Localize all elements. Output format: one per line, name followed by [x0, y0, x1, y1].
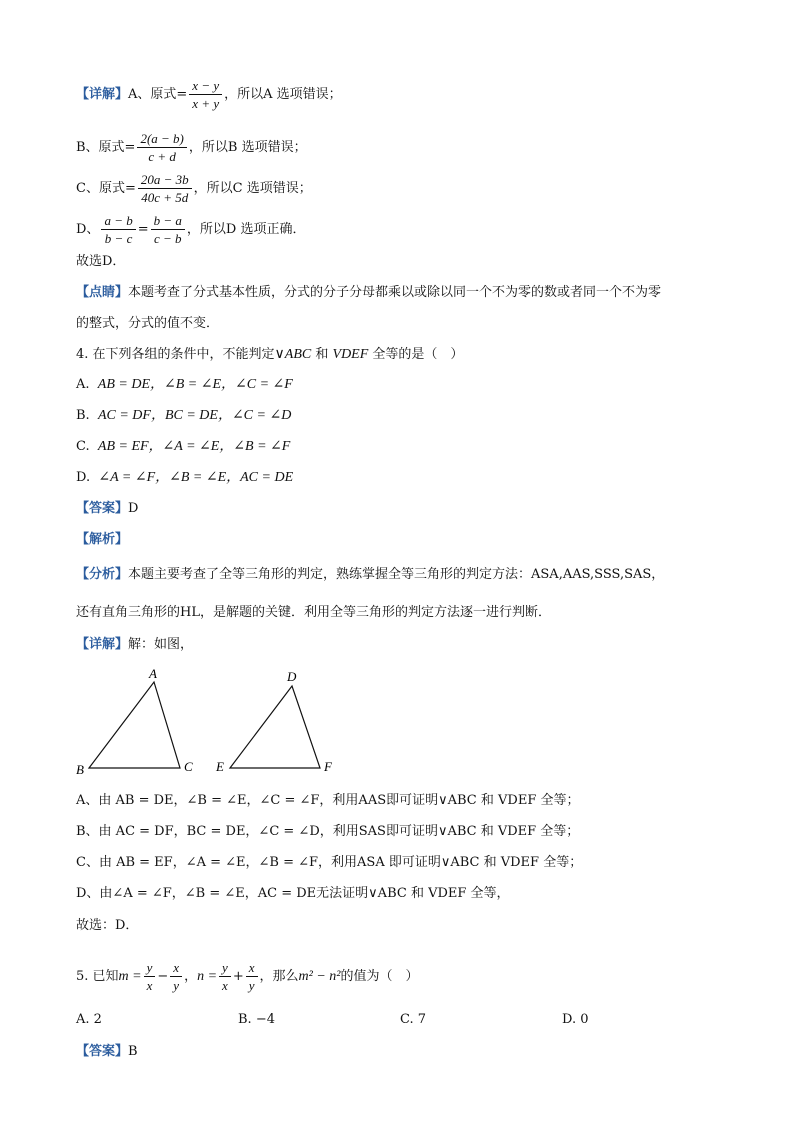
- fraction-numerator: b − a: [151, 213, 185, 230]
- fraction-numerator: a − b: [101, 213, 135, 230]
- q4-stem-suffix: 全等的是（ ）: [368, 347, 464, 362]
- comment-tag: 【点睛】: [76, 285, 129, 300]
- label-a: A: [149, 666, 157, 681]
- q5-option-c: C. 7: [400, 1012, 427, 1027]
- q5-frac1: [144, 960, 156, 993]
- q4-solution-d: D、由∠A = ∠F，∠B = ∠E，AC = DE无法证明∨ABC 和 VDEF 全等，: [76, 886, 510, 901]
- q4-option-a: [76, 376, 293, 394]
- q4-opt-a-label: A.: [76, 377, 90, 392]
- q5-option-d: D. 0: [562, 1012, 589, 1027]
- q4-solution-b: B、由 AC = DF，BC = DE，∠C = ∠D，利用SAS即可证明∨ABC 和 VDEF 全等；: [76, 824, 580, 839]
- q4-opt-d-label: D.: [76, 470, 91, 485]
- detail-tag: 【详解】: [76, 87, 129, 102]
- q4-and: 和: [311, 347, 333, 362]
- triangles-figure: [70, 664, 350, 784]
- q5-n-eq: n =: [197, 969, 218, 984]
- q5-suffix: 的值为（ ）: [340, 969, 419, 984]
- q5-plus: +: [232, 969, 244, 984]
- comment-text-2: 的整式，分式的值不变．: [76, 316, 220, 331]
- q5-m-eq: m =: [118, 969, 142, 984]
- detail-d-eq: =: [137, 222, 149, 237]
- q4-opt-d-text: ∠A = ∠F，∠B = ∠E，AC = DE: [98, 470, 294, 485]
- fraction-b: [137, 131, 186, 164]
- detail-a-line: [76, 78, 342, 111]
- detail-c-suffix: ，所以C 选项错误；: [193, 181, 312, 196]
- q4-analysis-line-1: [76, 566, 664, 584]
- q5-answer-tag: 【答案】: [76, 1044, 129, 1059]
- q4-answer-line: [76, 500, 138, 518]
- q5-stem: [76, 960, 419, 993]
- triangle-abc: [89, 682, 180, 768]
- fraction-numerator: x: [246, 960, 258, 977]
- detail-b-suffix: ，所以B 选项错误；: [188, 140, 307, 155]
- fraction-d2: [151, 213, 185, 246]
- fraction-numerator: 20a − 3b: [138, 172, 192, 189]
- q5-minus: −: [157, 969, 169, 984]
- q4-option-c: [76, 438, 290, 456]
- label-d: D: [287, 669, 297, 684]
- detail-b-prefix: B、原式=: [76, 140, 136, 155]
- q4-option-d: [76, 469, 293, 487]
- label-c: C: [184, 759, 193, 774]
- q5-prefix: 5. 已知: [76, 969, 119, 984]
- q4-opt-a-text: AB = DE，∠B = ∠E，∠C = ∠F: [97, 377, 293, 392]
- fraction-c: [138, 172, 192, 205]
- fraction-numerator: y: [219, 960, 231, 977]
- comment-line-1: [76, 284, 661, 302]
- q5-sep: ，: [184, 969, 198, 984]
- fraction-numerator: x − y: [189, 78, 222, 95]
- q5-frac2: [170, 960, 182, 993]
- q4-stem: [76, 346, 463, 364]
- detail-a-suffix: ，所以A 选项错误；: [224, 87, 342, 102]
- detail-c-line: [76, 172, 312, 205]
- q5-frac3: [219, 960, 231, 993]
- detail-b-line: [76, 131, 307, 164]
- q4-analysis-sub-tag: 【分析】: [76, 567, 129, 582]
- fraction-denominator: y: [173, 978, 180, 993]
- q4-detail-line: [76, 636, 193, 654]
- fraction-numerator: y: [144, 960, 156, 977]
- fraction-denominator: c − b: [153, 231, 182, 246]
- label-b: B: [76, 762, 84, 777]
- q4-option-b: [76, 407, 291, 425]
- q4-answer: D: [128, 501, 139, 516]
- q4-analysis-text-1: 本题主要考查了全等三角形的判定，熟练掌握全等三角形的判定方法：ASA,AAS,SSS,SAS，: [128, 567, 665, 582]
- q4-detail-intro: 解：如图，: [128, 637, 194, 652]
- comment-text-1: 本题考查了分式基本性质，分式的分子分母都乘以或除以同一个不为零的数或者同一个不为零: [128, 285, 662, 300]
- fraction-numerator: 2(a − b): [137, 131, 186, 148]
- q4-opt-c-label: C.: [76, 439, 90, 454]
- label-e: E: [216, 759, 224, 774]
- q4-analysis-tag-line: [76, 531, 128, 549]
- fraction-denominator: x: [146, 978, 153, 993]
- triangle-def: [230, 686, 320, 768]
- detail-d-prefix: D、: [76, 222, 100, 237]
- q5-frac4: [246, 960, 258, 993]
- fraction-d1: [101, 213, 135, 246]
- q4-opt-b-text: AC = DF，BC = DE，∠C = ∠D: [97, 408, 292, 423]
- q5-mid: ，那么: [259, 969, 299, 984]
- q5-answer: B: [128, 1044, 138, 1059]
- q5-option-a: A. 2: [76, 1012, 102, 1027]
- q4-detail-tag: 【详解】: [76, 637, 129, 652]
- q5-answer-line: [76, 1043, 138, 1061]
- fraction-denominator: c + d: [148, 149, 176, 164]
- fraction-denominator: x: [222, 978, 228, 993]
- q4-choose: 故选：D．: [76, 918, 139, 933]
- fraction-denominator: y: [248, 978, 255, 993]
- q4-solution-c: C、由 AB = EF，∠A = ∠E，∠B = ∠F，利用ASA 即可证明∨ABC 和 VDEF 全等；: [76, 855, 583, 870]
- q4-tri1: ∨ABC: [274, 347, 312, 362]
- label-f: F: [324, 759, 332, 774]
- q4-answer-tag: 【答案】: [76, 501, 129, 516]
- fraction-a: [189, 78, 222, 111]
- q4-stem-prefix: 4. 在下列各组的条件中，不能判定: [76, 347, 275, 362]
- fraction-denominator: x + y: [192, 96, 220, 111]
- detail-c-prefix: C、原式=: [76, 181, 136, 196]
- q4-opt-c-text: AB = EF，∠A = ∠E，∠B = ∠F: [97, 439, 291, 454]
- fraction-denominator: b − c: [104, 231, 133, 246]
- detail-d-suffix: ，所以D 选项正确．: [186, 222, 306, 237]
- q5-option-b: B. −4: [238, 1012, 275, 1027]
- fraction-numerator: x: [170, 960, 182, 977]
- q4-tri2: VDEF: [332, 347, 369, 362]
- detail-d-line: [76, 213, 305, 246]
- fraction-denominator: 40c + 5d: [141, 190, 189, 205]
- q4-opt-b-label: B.: [76, 408, 90, 423]
- q4-analysis-text-2: 还有直角三角形的HL，是解题的关键．利用全等三角形的判定方法逐一进行判断．: [76, 605, 551, 620]
- q4-analysis-tag: 【解析】: [76, 532, 129, 547]
- q5-expr: m² − n²: [298, 969, 341, 984]
- detail-a-prefix: A、原式=: [128, 87, 188, 102]
- detail-choose: 故选D．: [76, 254, 126, 269]
- q4-solution-a: A、由 AB = DE，∠B = ∠E，∠C = ∠F，利用AAS即可证明∨ABC 和 VDEF 全等；: [76, 793, 580, 808]
